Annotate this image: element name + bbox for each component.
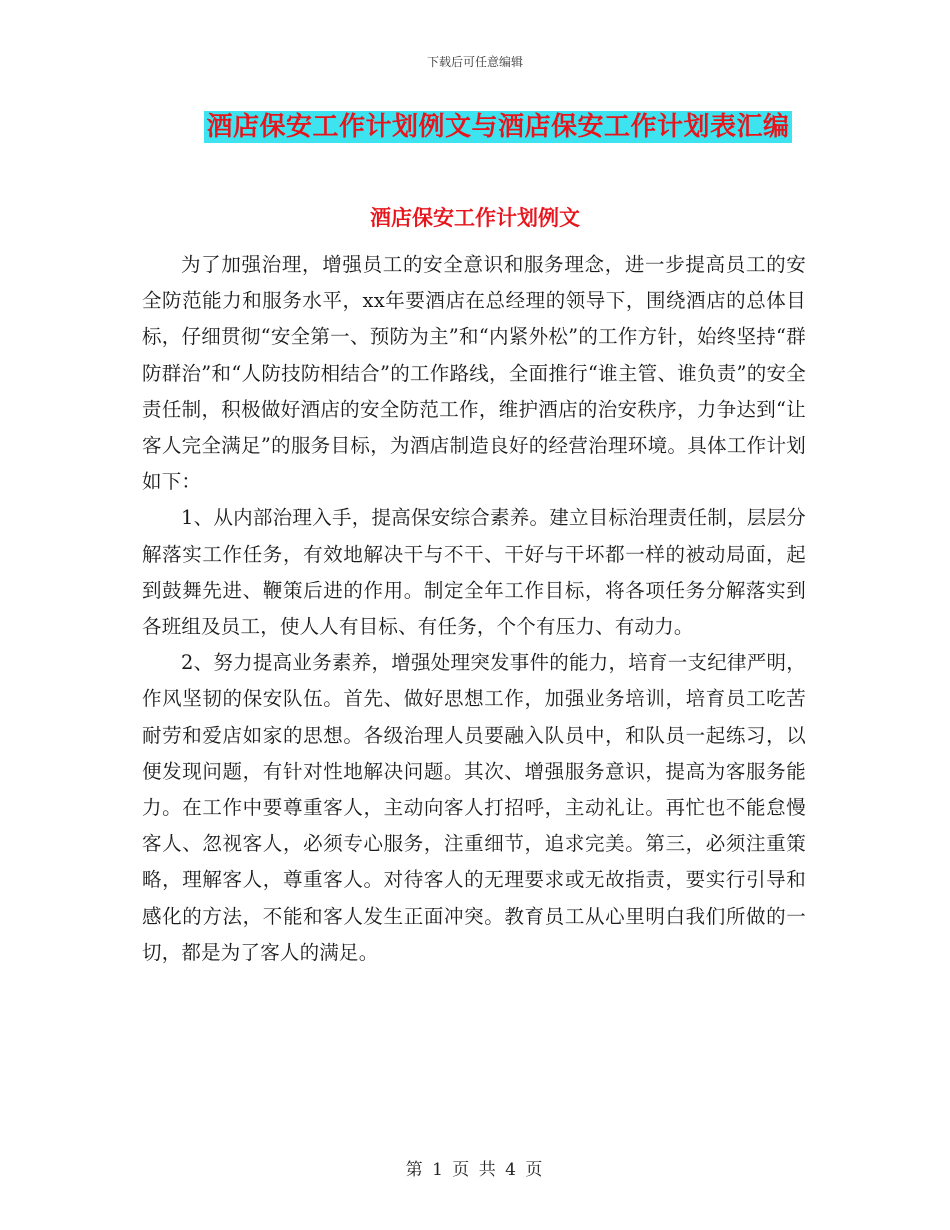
- document-body: [142, 247, 806, 971]
- paragraph-intro: 为了加强治理，增强员工的安全意识和服务理念，进一步提高员工的安全防范能力和服务水平，xx年要酒店在总经理的领导下，围绕酒店的总体目标，仔细贯彻“安全第一、预防为主”和“内紧外松”的工作方针，始终坚持“群防群治”和“人防技防相结合”的工作路线，全面推行“谁主管、谁负责”的安全责任制，积极做好酒店的安全防范工作，维护酒店的治安秩序，力争达到“让客人完全满足”的服务目标，为酒店制造良好的经营治理环境。具体工作计划如下：: [142, 253, 806, 494]
- page-number: 第 1 页 共 4 页: [405, 1160, 545, 1180]
- main-title: 酒店保安工作计划例文与酒店保安工作计划表汇编: [206, 112, 790, 142]
- paragraph-item-2: 2、努力提高业务素养，增强处理突发事件的能力，培育一支纪律严明，作风坚韧的保安队伍。首先、做好思想工作，加强业务培训，培育员工吃苦耐劳和爱店如家的思想。各级治理人员要融入队员中，和队员一起练习，以便发现问题，有针对性地解决问题。其次、增强服务意识，提高为客服务能力。在工作中要尊重客人，主动向客人打招呼，主动礼让。再忙也不能怠慢客人、忽视客人，必须专心服务，注重细节，追求完美。第三，必须注重策略，理解客人，尊重客人。对待客人的无理要求或无故指责，要实行引导和感化的方法，不能和客人发生正面冲突。教育员工从心里明白我们所做的一切，都是为了客人的满足。: [142, 651, 806, 964]
- main-title-container: [0, 111, 950, 143]
- section-title: 酒店保安工作计划例文: [370, 205, 580, 230]
- paragraph-item-1: 1、从内部治理入手，提高保安综合素养。建立目标治理责任制，层层分解落实工作任务，有效地解决干与不干、干好与干坏都一样的被动局面，起到鼓舞先进、鞭策后进的作用。制定全年工作目标，将各项任务分解落实到各班组及员工，使人人有目标、有任务，个个有压力、有动力。: [142, 506, 806, 639]
- header-note: 下载后可任意编辑: [426, 55, 523, 69]
